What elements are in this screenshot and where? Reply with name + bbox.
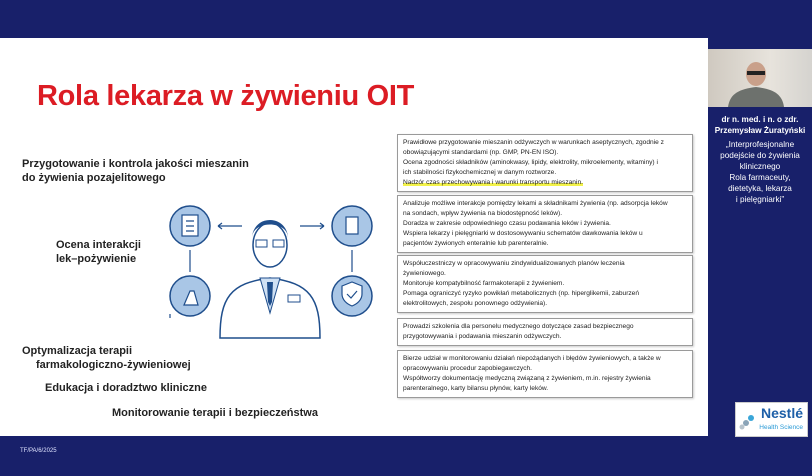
highlighted-line: Nadzór czas przechowywania i warunki transportu mieszanin. [403,179,583,186]
box-line: elektrolitowych, zespołu ponownego odżywienia). [403,300,548,307]
nestle-health-science-logo [735,402,808,437]
info-box-education [397,318,693,346]
box-line: na sondach, wpływ żywienia na biodostępność leków). [403,210,563,217]
box-line: Pomaga ograniczyć ryzyko powikłań metabolicznych (np. hiperglikemii, zaburzeń [403,290,640,297]
logo-sub: Health Science [759,424,803,431]
role-label: Edukacja i doradztwo kliniczne [45,382,207,394]
logo-dots-icon [739,414,755,430]
info-box-monitoring [397,350,693,398]
role-label: lek–pożywienie [56,253,137,265]
logo-brand: Nestlé [760,405,803,421]
talk-title: podejście do żywienia [720,151,800,160]
speaker-name: Przemysław Żuratyński [714,126,806,135]
talk-title: klinicznego [739,162,781,171]
slide-title: Rola lekarza w żywieniu OIT [37,80,415,112]
box-line: Prowadzi szkolenia dla personelu medycznego dotyczące zasad bezpiecznego [403,323,634,330]
role-label: Monitorowanie terapii i bezpieczeństwa [112,407,318,419]
talk-title: „Interprofesjonalne [725,140,795,149]
box-line: Współuczestniczy w opracowywaniu zindywidualizowanych planów leczenia [403,260,625,267]
speaker-title: dr n. med. i n. o zdr. [721,115,799,124]
box-line: Doradza w zakresie odpowiedniego czasu podawania leków i żywienia. [403,220,611,227]
box-line: obowiązującymi standardami (np. GMP, PN-EN ISO). [403,149,559,156]
box-line: opracowywaniu procedur zapobiegawczych. [403,365,533,372]
box-line: Wspiera lekarzy i pielęgniarki w dostosowywaniu schematów dawkowania leków u [403,230,643,237]
role-label: Ocena interakcji [56,239,141,251]
box-line: Monitoruje kompatybilność farmakoterapii z żywieniem. [403,280,565,287]
speaker-info [708,114,812,205]
box-line: przygotowywania i podawania mieszanin odżywczych. [403,333,562,340]
box-line: Współtworzy dokumentację medyczną związaną z żywieniem, m.in. rejestry żywienia [403,375,651,382]
info-box-preparation [397,134,693,192]
footer-code: TF/PA/6/2025 [20,448,57,454]
box-line: parenteralnego, karty bilansu płynów, karty leków. [403,385,549,392]
speaker-video [708,49,812,107]
slide [0,38,708,436]
box-line: Analizuje możliwe interakcje pomiędzy lekami a składnikami żywienia (np. adsorpcja leków [403,200,668,207]
talk-title: Rola farmaceuty, [729,173,791,182]
role-label: Optymalizacja terapii [22,345,133,357]
role-label: Przygotowanie i kontrola jakości mieszanin [22,158,249,170]
box-line: pacjentów żywionych enteralnie lub parenteralnie. [403,240,549,247]
doctor-illustration [160,190,380,340]
talk-title: i pielęgniarki” [735,195,785,204]
info-box-therapy [397,255,693,313]
box-line: Bierze udział w monitorowaniu działań niepożądanych i błędów żywieniowych, a także w [403,355,661,362]
box-line: Prawidłowe przygotowanie mieszanin odżywczych w warunkach aseptycznych, zgodnie z [403,139,664,146]
box-line: ich stabilności fizykochemicznej w danym roztworze. [403,169,557,176]
role-label: do żywienia pozajelitowego [22,172,166,184]
info-box-interactions [397,195,693,253]
box-line: Ocena zgodności składników (aminokwasy, lipidy, elektrolity, mikroelementy, witaminy) i [403,159,658,166]
box-line: żywieniowego. [403,270,446,277]
speaker-webcam [708,49,812,107]
doctor-figure [220,220,320,338]
talk-title: dietetyka, lekarza [728,184,792,193]
role-label: farmakologiczno-żywieniowej [36,359,191,371]
